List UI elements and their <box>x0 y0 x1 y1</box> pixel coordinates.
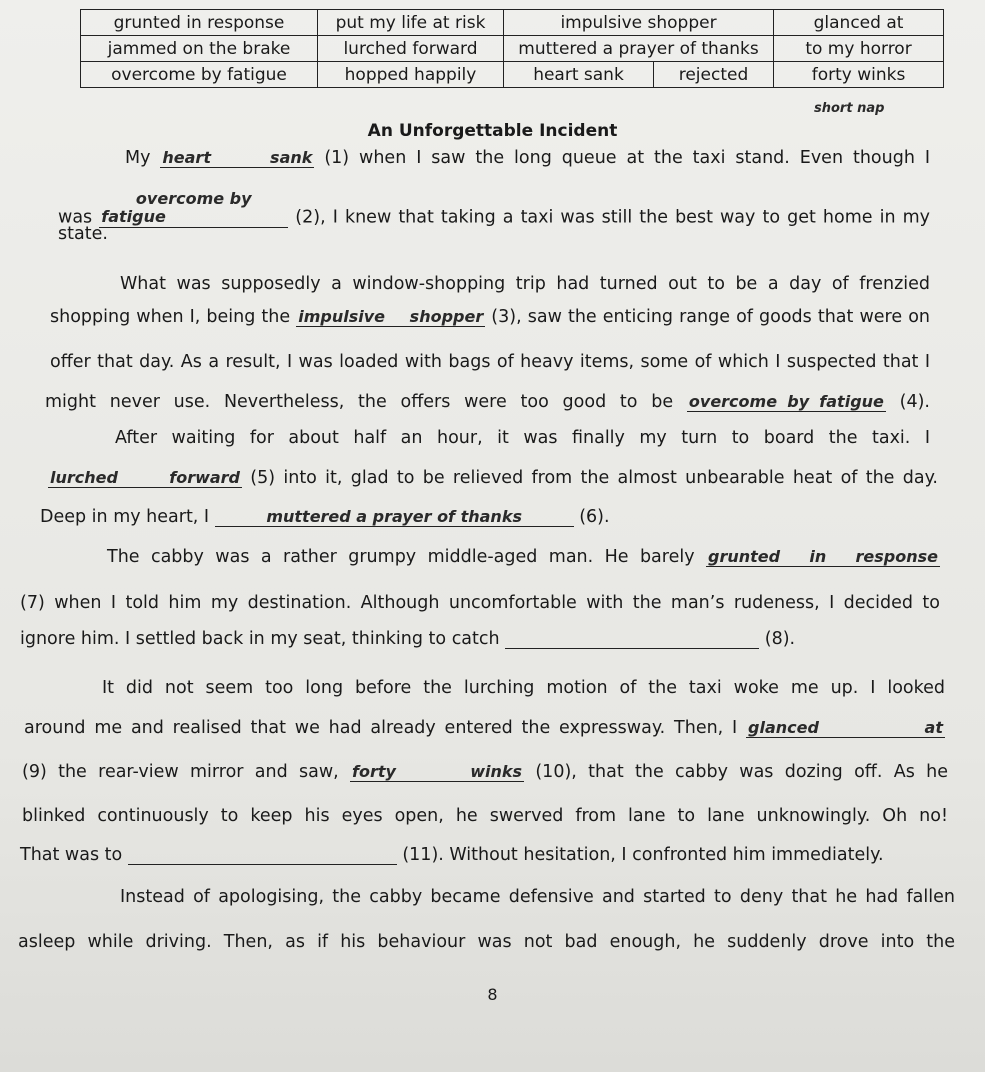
passage-line <box>107 547 940 571</box>
passage-line <box>120 887 955 911</box>
passage-line <box>22 762 948 786</box>
passage-line <box>50 352 930 376</box>
passage-text: (9) the rear-view mirror and saw, <box>22 762 351 782</box>
passage-text: asleep while driving. Then, as if his behaviour was not bad enough, he suddenly drove into the <box>18 932 955 952</box>
handwritten-answer: overcome by fatigue <box>101 189 252 227</box>
passage-line <box>115 428 930 452</box>
passage-text: shopping when I, being the <box>50 307 297 327</box>
passage-line <box>20 593 940 617</box>
passage-line <box>58 224 108 244</box>
word-bank-cell: impulsive shopper <box>504 10 774 36</box>
answer-blank[interactable] <box>350 763 524 782</box>
handwritten-answer: heart sank <box>162 148 313 167</box>
passage-text: (11). Without hesitation, I confronted him immediately. <box>396 845 884 865</box>
word-bank-cell: overcome by fatigue <box>81 62 318 88</box>
passage-line <box>50 307 930 331</box>
passage-line <box>20 629 795 649</box>
answer-blank[interactable] <box>296 308 485 327</box>
passage-text: ignore him. I settled back in my seat, thinking to catch <box>20 629 506 649</box>
passage-line <box>125 148 930 172</box>
passage-text: Instead of apologising, the cabby became defensive and started to deny that he had fallen <box>120 887 955 907</box>
word-bank-row <box>81 62 944 88</box>
passage-text: (3), saw the enticing range of goods that were on <box>485 307 930 327</box>
passage-text: state. <box>58 224 108 244</box>
word-bank-row <box>81 36 944 62</box>
handwritten-answer: grunted in response <box>708 547 938 566</box>
answer-blank[interactable] <box>128 846 397 865</box>
handwritten-answer: glanced at <box>748 718 943 737</box>
passage-text: (2), I knew that taking a taxi was still the best way to get home in my <box>288 207 930 228</box>
passage-line <box>102 678 945 702</box>
handwritten-answer <box>629 629 635 648</box>
word-bank-cell: grunted in response <box>81 10 318 36</box>
passage-text: The cabby was a rather grumpy middle-aged man. He barely <box>107 547 706 567</box>
passage-line <box>120 274 930 298</box>
word-bank-cell: glanced at <box>774 10 944 36</box>
handwritten-answer <box>259 845 265 864</box>
answer-blank[interactable] <box>505 630 759 649</box>
passage-text: offer that day. As a result, I was loaded with bags of heavy items, some of which I suspected that I <box>50 352 930 372</box>
passage-text: (10), that the cabby was dozing off. As he <box>524 762 948 782</box>
passage-line <box>22 806 948 830</box>
passage-text: (1) when I saw the long queue at the taxi stand. Even though I <box>314 148 930 168</box>
passage-line <box>20 845 884 865</box>
answer-blank[interactable] <box>99 190 288 228</box>
passage-text: was <box>58 207 100 228</box>
passage-title: An Unforgettable Incident <box>367 121 618 141</box>
passage-text: (8). <box>759 629 796 649</box>
word-bank-cell: forty winks <box>774 62 944 88</box>
handwritten-answer: overcome by fatigue <box>688 392 884 411</box>
passage-text: It did not seem too long before the lurching motion of the taxi woke me up. I looked <box>102 678 945 698</box>
answer-blank[interactable] <box>746 719 945 738</box>
passage-line <box>58 189 930 228</box>
word-bank-row <box>81 10 944 36</box>
word-bank-cell: hopped happily <box>318 62 504 88</box>
passage-text: (4). <box>885 392 930 412</box>
word-bank-cell: to my horror <box>774 36 944 62</box>
answer-blank[interactable] <box>687 393 886 412</box>
word-bank-cell: put my life at risk <box>318 10 504 36</box>
handwritten-answer: forty winks <box>352 762 523 781</box>
passage-line <box>40 507 610 527</box>
passage-text: What was supposedly a window-shopping trip had turned out to be a day of frenzied <box>120 274 930 294</box>
passage-text: (5) into it, glad to be relieved from the almost unbearable heat of the day. <box>242 468 938 488</box>
passage-text: might never use. Nevertheless, the offers were too good to be <box>45 392 687 412</box>
passage-line <box>48 468 938 492</box>
answer-blank[interactable] <box>160 149 314 168</box>
page-number: 8 <box>487 985 498 1004</box>
handwritten-answer: lurched forward <box>50 468 240 487</box>
word-bank-cell: muttered a prayer of thanks <box>504 36 774 62</box>
word-bank-cell: lurched forward <box>318 36 504 62</box>
passage-text: After waiting for about half an hour, it was finally my turn to board the taxi. I <box>115 428 930 448</box>
word-bank-cell: jammed on the brake <box>81 36 318 62</box>
passage-text: That was to <box>20 845 128 865</box>
passage-text: Deep in my heart, I <box>40 507 215 527</box>
passage-text: around me and realised that we had already entered the expressway. Then, I <box>24 718 746 738</box>
handwritten-answer: muttered a prayer of thanks <box>266 507 522 526</box>
passage-text: (6). <box>573 507 610 527</box>
handwritten-annotation: short nap <box>814 101 885 116</box>
answer-blank[interactable] <box>215 508 574 527</box>
word-bank-cell: rejected <box>654 62 774 88</box>
passage-text: (7) when I told him my destination. Although uncomfortable with the man’s rudeness, I decided to <box>20 593 940 613</box>
passage-text: My <box>125 148 161 168</box>
passage-line <box>18 932 955 956</box>
word-bank-cell: heart sank <box>504 62 654 88</box>
word-bank-table <box>80 9 944 88</box>
answer-blank[interactable] <box>706 548 940 567</box>
passage-line <box>24 718 945 742</box>
passage-line <box>45 392 930 416</box>
passage-text: blinked continuously to keep his eyes open, he swerved from lane to lane unknowingly. Oh no! <box>22 806 948 826</box>
answer-blank[interactable] <box>48 469 242 488</box>
handwritten-answer: impulsive shopper <box>298 307 484 326</box>
